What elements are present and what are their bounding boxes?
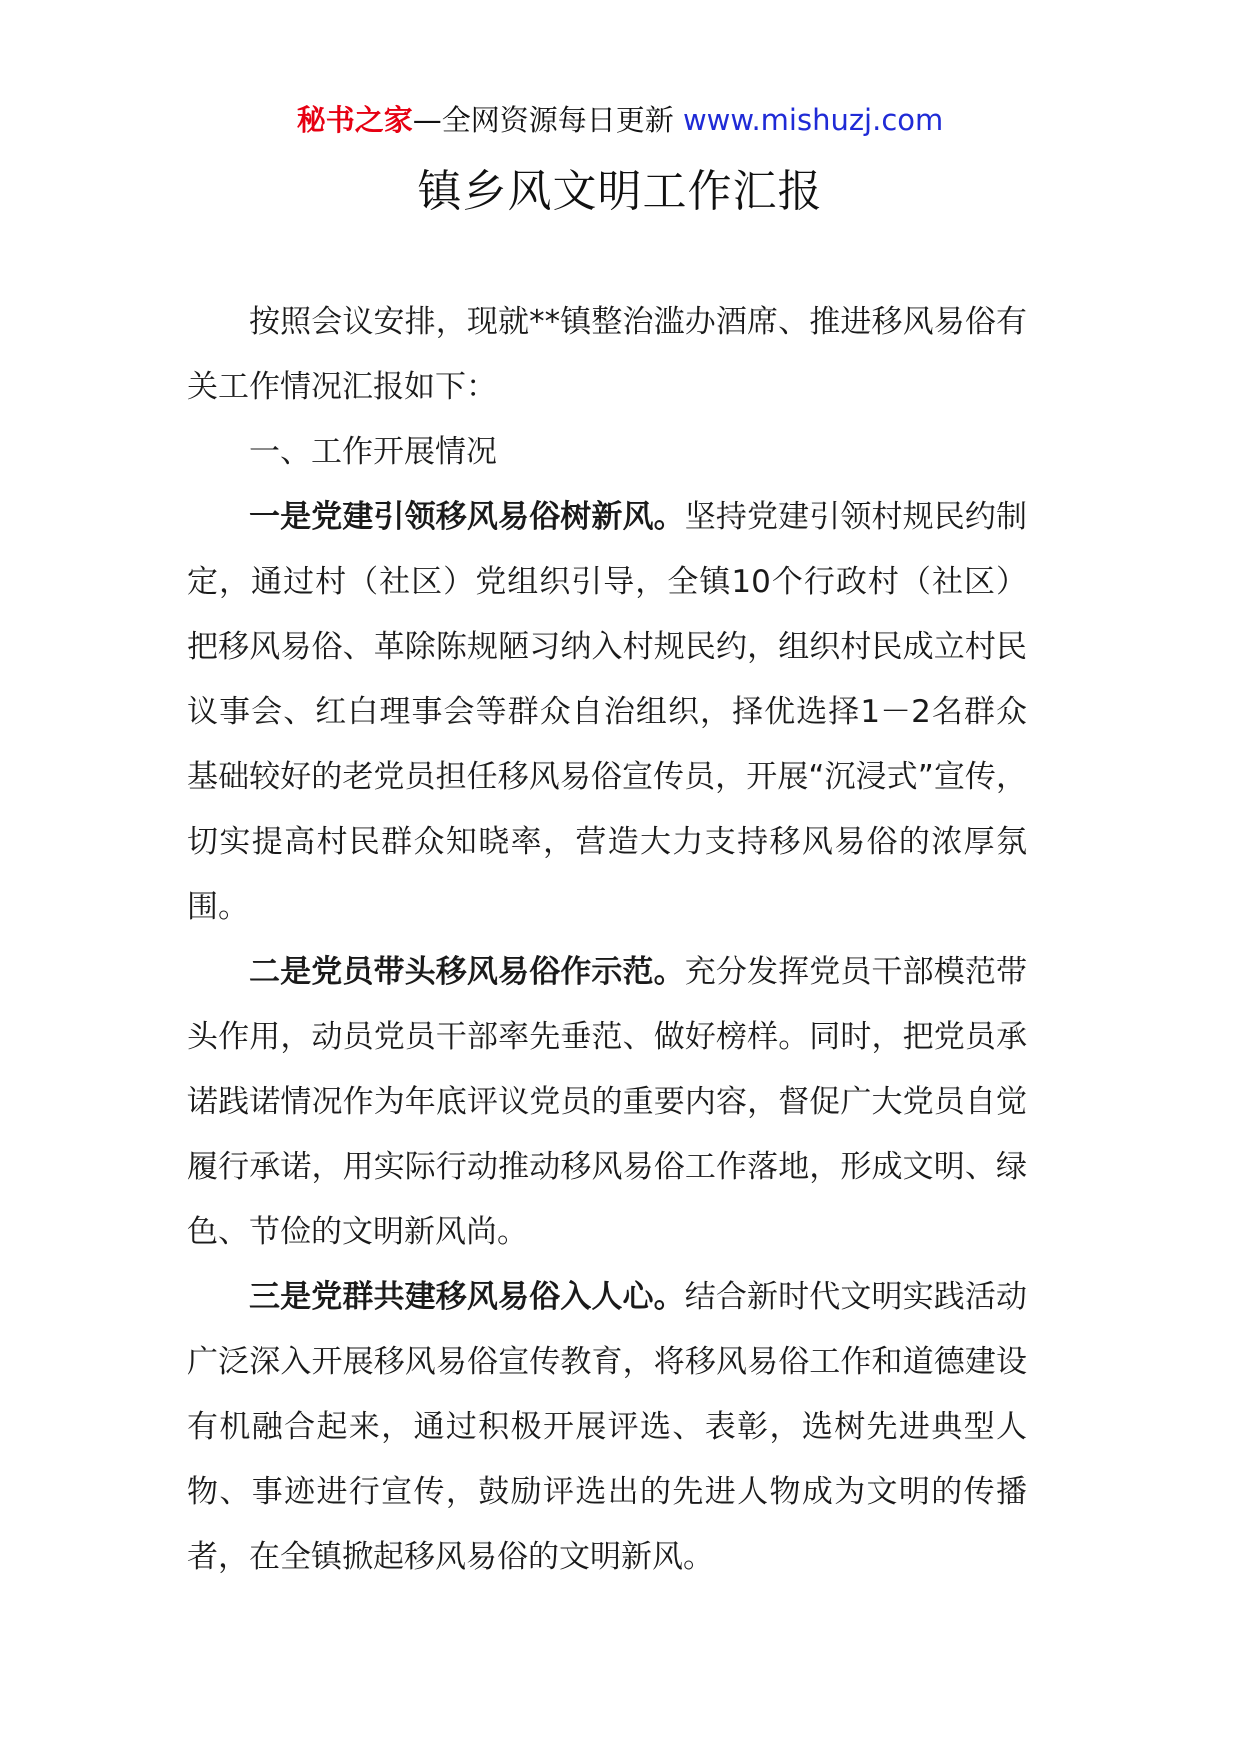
- section-heading-text: 一、工作开展情况: [249, 434, 497, 470]
- site-url-link[interactable]: www.mishuzj.com: [682, 103, 944, 137]
- paragraph-1: [187, 485, 1027, 940]
- paragraph-lead: 三是党群共建移风易俗入人心。: [249, 1279, 685, 1315]
- brand-name[interactable]: 秘书之家: [296, 103, 413, 137]
- paragraph-text: 充分发挥党员干部模范带头作用，动员党员干部率先垂范、做好榜样。同时，把党员承诺践诺情况作为年底评议党员的重要内容，督促广大党员自觉履行承诺，用实际行动推动移风易俗工作落地，形成文明、绿色、节俭的文明新风尚。: [187, 954, 1027, 1250]
- paragraph-text: 结合新时代文明实践活动广泛深入开展移风易俗宣传教育，将移风易俗工作和道德建设有机融合起来，通过积极开展评选、表彰，选树先进典型人物、事迹进行宣传，鼓励评选出的先进人物成为文明的传播者，在全镇掀起移风易俗的文明新风。: [187, 1279, 1027, 1575]
- paragraph-3: [187, 1265, 1027, 1590]
- paragraph-lead: 二是党员带头移风易俗作示范。: [249, 954, 685, 990]
- document-title: 镇乡风文明工作汇报: [417, 166, 823, 217]
- section-heading: [187, 420, 1027, 485]
- paragraph-lead: 一是党建引领移风易俗树新风。: [249, 499, 685, 535]
- intro-paragraph: [187, 290, 1027, 420]
- site-header: [0, 100, 1240, 140]
- paragraph-text: 坚持党建引领村规民约制定，通过村（社区）党组织引导，全镇10个行政村（社区）把移风易俗、革除陈规陋习纳入村规民约，组织村民成立村民议事会、红白理事会等群众自治组织，择优选择1－2名群众基础较好的老党员担任移风易俗宣传员，开展“沉浸式”宣传，切实提高村民群众知晓率，营造大力支持移风易俗的浓厚氛围。: [187, 499, 1027, 925]
- paragraph-text: 按照会议安排，现就**镇整治滥办酒席、推进移风易俗有关工作情况汇报如下：: [187, 304, 1027, 405]
- header-tagline: —全网资源每日更新: [412, 103, 674, 137]
- document-body: [187, 290, 1027, 1590]
- paragraph-2: [187, 940, 1027, 1265]
